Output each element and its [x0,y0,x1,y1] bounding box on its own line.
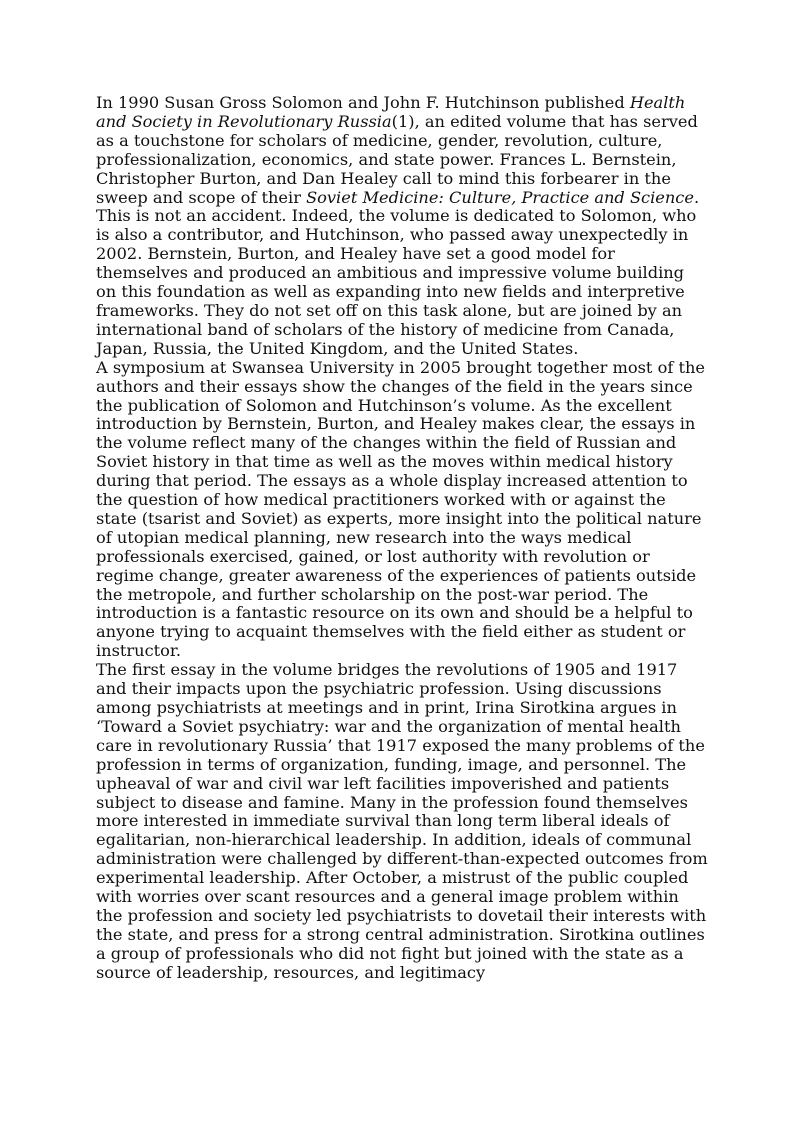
paragraph-1-intro: In 1990 Susan Gross Solomon and John F. Hutchinson published [96,93,630,112]
document-body [96,94,708,983]
paragraph-1 [96,94,708,359]
paragraph-1-mid: (1), an edited volume that has served as a touchstone for scholars of medicine, gender, revolution, culture, professionalization, economics, and state power. Frances L. Bernstein, Christopher Burton, and Dan Healey call to mind this forbearer in the sweep and scope of their [96,111,698,207]
paragraph-2: A symposium at Swansea University in 2005 brought together most of the authors and their essays show the changes of the field in the years since the publication of Solomon and Hutchinson’s volume. As the excellent introduction by Bernstein, Burton, and Healey makes clear, the essays in the volume reflect many of the changes within the field of Russian and Soviet history in that time as well as the moves within medical history during that period. The essays as a whole display increased attention to the question of how medical practitioners worked with or against the state (tsarist and Soviet) as experts, more insight into the political nature of utopian medical planning, new research into the ways medical professionals exercised, gained, or lost authority with revolution or regime change, greater awareness of the experiences of patients outside the metropole, and further scholarship on the post-war period. The introduction is a fantastic resource on its own and should be a helpful to anyone trying to acquaint themselves with the field either as student or instructor. [96,357,705,661]
book-title-health-and-society: Health and Society in Revolutionary Russia [96,93,686,131]
paragraph-1-rest: . This is not an accident. Indeed, the volume is dedicated to Solomon, who is also a contributor, and Hutchinson, who passed away unexpectedly in 2002. Bernstein, Burton, and Healey have set a good model for themselves and produced an ambitious and impressive volume building on this foundation as well as expanding into new fields and interpretive frameworks. They do not set off on this task alone, but are joined by an international band of scholars of the history of medicine from Canada, Japan, Russia, the United Kingdom, and the United States. [96,187,700,358]
paragraph-3: The first essay in the volume bridges the revolutions of 1905 and 1917 and their impacts upon the psychiatric profession. Using discussions among psychiatrists at meetings and in print, Irina Sirotkina argues in ‘Toward a Soviet psychiatry: war and the organization of mental health care in revolutionary Russia’ that 1917 exposed the many problems of the profession in terms of organization, funding, image, and personnel. The upheaval of war and civil war left facilities impoverished and patients subject to disease and famine. Many in the profession found themselves more interested in immediate survival than long term liberal ideals of egalitarian, non-hierarchical leadership. In addition, ideals of communal administration were challenged by different-than-expected outcomes from experimental leadership. After October, a mistrust of the public coupled with worries over scant resources and a general image problem within the profession and society led psychiatrists to dovetail their interests with the state, and press for a strong central administration. Sirotkina outlines a group of professionals who did not fight but joined with the state as a source of leadership, resources, and legitimacy [96,660,708,982]
book-title-soviet-medicine: Soviet Medicine: Culture, Practice and Science [306,187,694,207]
